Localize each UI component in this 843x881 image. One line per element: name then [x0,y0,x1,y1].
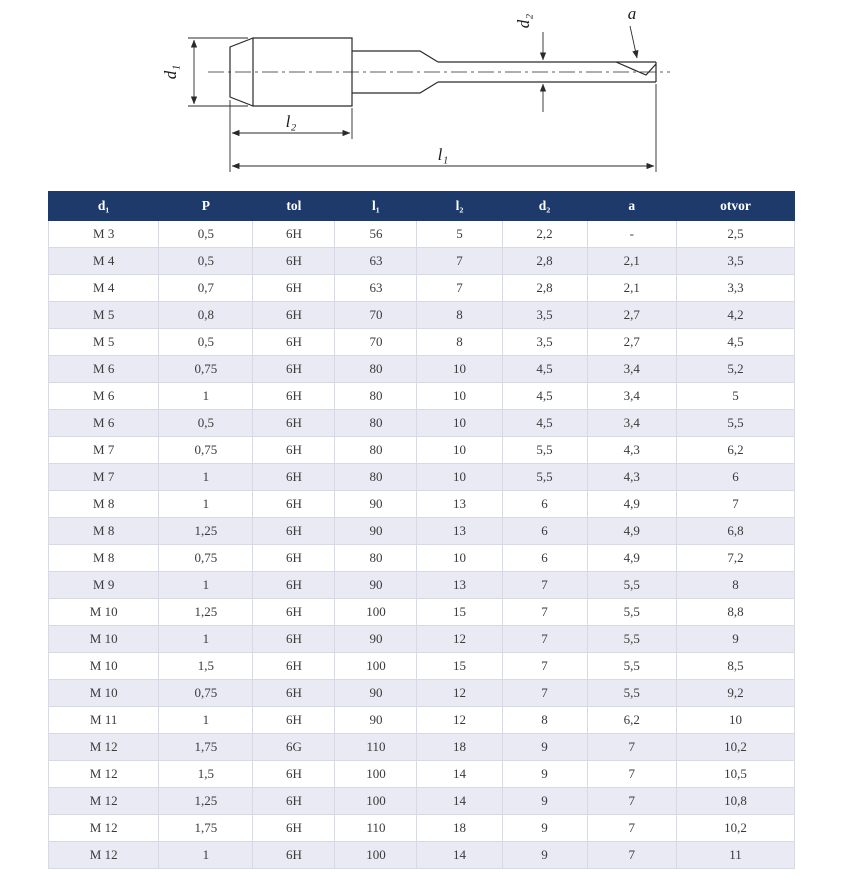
table-cell: 4,3 [587,437,677,464]
table-cell: 5 [677,383,795,410]
table-cell: 14 [417,761,502,788]
table-row [49,788,795,815]
table-cell: 14 [417,842,502,869]
table-cell: 1,5 [159,653,253,680]
table-cell: M 7 [49,464,159,491]
table-cell: 3,4 [587,410,677,437]
table-cell: 2,7 [587,329,677,356]
table-row [49,842,795,869]
table-cell: 9 [677,626,795,653]
table-cell: 4,9 [587,518,677,545]
table-cell: 0,8 [159,302,253,329]
table-cell: 10 [417,410,502,437]
table-row [49,275,795,302]
table-cell: 7 [502,653,587,680]
table-cell: 80 [335,545,417,572]
table-row [49,356,795,383]
table-cell: 1,25 [159,518,253,545]
table-cell: 8,5 [677,653,795,680]
table-cell: 6H [253,572,335,599]
table-row [49,653,795,680]
table-cell: 6H [253,275,335,302]
table-cell: 3,5 [502,302,587,329]
table-row [49,680,795,707]
dim-label-a: a [627,4,637,23]
table-cell: 6H [253,302,335,329]
table-cell: 7 [677,491,795,518]
table-cell: 80 [335,383,417,410]
table-cell: 2,8 [502,248,587,275]
table-cell: 10 [417,464,502,491]
column-header: otvor [677,192,795,221]
table-cell: 3,5 [677,248,795,275]
table-cell: M 11 [49,707,159,734]
table-cell: 90 [335,680,417,707]
table-cell: 6H [253,248,335,275]
table-cell: 80 [335,410,417,437]
table-cell: 4,2 [677,302,795,329]
table-cell: 63 [335,275,417,302]
table-cell: 1 [159,842,253,869]
table-cell: M 9 [49,572,159,599]
table-cell: 14 [417,788,502,815]
table-cell: 100 [335,761,417,788]
table-cell: 4,3 [587,464,677,491]
table-cell: M 6 [49,383,159,410]
table-cell: 12 [417,680,502,707]
table-cell: 1 [159,707,253,734]
table-cell: 4,5 [502,410,587,437]
table-cell: 70 [335,329,417,356]
tap-technical-drawing [0,0,843,186]
table-row [49,545,795,572]
table-cell: M 10 [49,599,159,626]
table-cell: M 5 [49,329,159,356]
table-cell: 13 [417,518,502,545]
column-header: tol [253,192,335,221]
table-cell: 5,5 [587,680,677,707]
table-cell: 15 [417,653,502,680]
dim-label-d2: d₂ [514,13,533,29]
table-cell: 2,1 [587,275,677,302]
table-cell: 70 [335,302,417,329]
column-header: d₁ [49,192,159,221]
table-row [49,248,795,275]
table-cell: 6H [253,437,335,464]
table-cell: M 5 [49,302,159,329]
table-cell: 7 [587,761,677,788]
table-cell: 5,5 [587,599,677,626]
table-cell: 7 [417,248,502,275]
table-cell: M 8 [49,491,159,518]
table-cell: 1 [159,626,253,653]
table-cell: 7 [502,626,587,653]
table-cell: 10,5 [677,761,795,788]
table-cell: 0,5 [159,410,253,437]
table-cell: 18 [417,815,502,842]
dim-label-l1: l₁ [437,145,449,164]
table-cell: 6 [502,545,587,572]
table-row [49,815,795,842]
table-cell: 6H [253,842,335,869]
table-cell: 8,8 [677,599,795,626]
table-cell: 7 [587,788,677,815]
table-cell: 56 [335,221,417,248]
table-cell: 100 [335,653,417,680]
table-cell: 6H [253,788,335,815]
table-cell: 12 [417,626,502,653]
table-cell: 6G [253,734,335,761]
table-cell: 6,2 [677,437,795,464]
table-cell: 5,5 [587,572,677,599]
column-header: a [587,192,677,221]
table-cell: 100 [335,842,417,869]
table-row [49,707,795,734]
table-cell: 3,5 [502,329,587,356]
table-cell: 6H [253,518,335,545]
table-cell: 1,75 [159,815,253,842]
table-cell: 90 [335,518,417,545]
table-cell: M 10 [49,680,159,707]
table-cell: 11 [677,842,795,869]
table-cell: 4,5 [502,383,587,410]
table-cell: 7 [587,842,677,869]
table-cell: 63 [335,248,417,275]
column-header: l₂ [417,192,502,221]
table-cell: M 3 [49,221,159,248]
table-cell: 0,5 [159,248,253,275]
table-cell: 100 [335,599,417,626]
table-row [49,761,795,788]
table-cell: 6H [253,464,335,491]
table-cell: 6 [677,464,795,491]
table-cell: 7 [502,680,587,707]
table-cell: 8 [677,572,795,599]
table-cell: 5,5 [587,626,677,653]
table-cell: M 6 [49,356,159,383]
table-cell: 6 [502,491,587,518]
table-cell: 6H [253,761,335,788]
table-cell: 6H [253,491,335,518]
table-row [49,464,795,491]
table-row [49,491,795,518]
table-cell: 1,25 [159,788,253,815]
table-cell: M 4 [49,275,159,302]
table-row [49,410,795,437]
table-cell: M 7 [49,437,159,464]
table-row [49,518,795,545]
table-cell: 90 [335,491,417,518]
table-cell: 5,5 [502,437,587,464]
table-cell: 0,75 [159,437,253,464]
table-cell: 2,2 [502,221,587,248]
column-header: l₁ [335,192,417,221]
a-leader-line [630,26,637,58]
table-cell: 10 [417,356,502,383]
spec-table-head [49,192,795,221]
table-cell: M 10 [49,626,159,653]
table-cell: 7 [417,275,502,302]
table-cell: M 12 [49,734,159,761]
table-cell: 0,7 [159,275,253,302]
column-header: P [159,192,253,221]
table-cell: 6H [253,707,335,734]
table-cell: 6H [253,329,335,356]
table-cell: 6,8 [677,518,795,545]
table-cell: 1 [159,383,253,410]
tap-neck-top [352,51,438,62]
table-cell: 1 [159,464,253,491]
table-cell: M 12 [49,788,159,815]
table-cell: 9 [502,842,587,869]
table-cell: 7 [587,734,677,761]
table-cell: 6H [253,221,335,248]
dim-label-l2: l₂ [285,112,297,131]
table-row [49,437,795,464]
table-cell: M 6 [49,410,159,437]
table-cell: 9 [502,734,587,761]
table-cell: 8 [502,707,587,734]
table-cell: 0,75 [159,680,253,707]
table-cell: 10 [677,707,795,734]
table-cell: 7,2 [677,545,795,572]
table-cell: 13 [417,491,502,518]
table-cell: 9 [502,815,587,842]
table-cell: M 10 [49,653,159,680]
tap-neck-bottom [352,82,438,93]
table-cell: 4,9 [587,545,677,572]
table-cell: 110 [335,815,417,842]
table-cell: 5,2 [677,356,795,383]
tap-drawing-svg [0,0,843,186]
table-cell: 6H [253,599,335,626]
table-row [49,599,795,626]
table-cell: 10 [417,383,502,410]
spec-table-head-row [49,192,795,221]
table-cell: 10 [417,437,502,464]
table-cell: 0,75 [159,545,253,572]
table-cell: 5,5 [677,410,795,437]
table-cell: 6H [253,653,335,680]
table-cell: M 8 [49,545,159,572]
table-cell: 6H [253,383,335,410]
table-cell: 1,25 [159,599,253,626]
table-cell: 10 [417,545,502,572]
table-cell: 1,75 [159,734,253,761]
table-cell: 3,4 [587,383,677,410]
table-cell: 5 [417,221,502,248]
table-row [49,383,795,410]
table-cell: 90 [335,626,417,653]
table-cell: 4,5 [677,329,795,356]
table-cell: M 12 [49,815,159,842]
table-cell: 6H [253,356,335,383]
table-cell: 8 [417,302,502,329]
table-cell: 80 [335,464,417,491]
table-cell: 7 [502,599,587,626]
table-cell: 4,5 [502,356,587,383]
table-cell: 90 [335,707,417,734]
table-cell: 2,7 [587,302,677,329]
table-cell: 1 [159,491,253,518]
table-cell: 18 [417,734,502,761]
tap-spec-table [48,191,795,869]
table-cell: 3,4 [587,356,677,383]
table-cell: 9,2 [677,680,795,707]
table-cell: 100 [335,788,417,815]
table-cell: 2,1 [587,248,677,275]
dim-label-d1: d₁ [161,64,180,80]
table-cell: 5,5 [587,653,677,680]
table-cell: 6,2 [587,707,677,734]
table-cell: 80 [335,356,417,383]
table-cell: M 12 [49,761,159,788]
table-cell: M 8 [49,518,159,545]
table-cell: 2,5 [677,221,795,248]
table-cell: 15 [417,599,502,626]
column-header: d₂ [502,192,587,221]
table-cell: 0,75 [159,356,253,383]
table-cell: 6H [253,410,335,437]
table-cell: 7 [587,815,677,842]
table-row [49,329,795,356]
table-cell: 8 [417,329,502,356]
table-cell: 3,3 [677,275,795,302]
spec-table-body [49,221,795,869]
table-cell: - [587,221,677,248]
table-cell: 6 [502,518,587,545]
table-cell: 1 [159,572,253,599]
table-cell: 6H [253,626,335,653]
table-cell: 6H [253,680,335,707]
table-row [49,221,795,248]
table-row [49,302,795,329]
table-cell: 80 [335,437,417,464]
table-cell: 1,5 [159,761,253,788]
table-cell: 110 [335,734,417,761]
tap-square-notch [616,62,656,75]
table-cell: 12 [417,707,502,734]
table-row [49,734,795,761]
table-cell: 9 [502,788,587,815]
table-cell: 2,8 [502,275,587,302]
table-cell: 10,2 [677,815,795,842]
table-cell: 4,9 [587,491,677,518]
table-cell: 13 [417,572,502,599]
table-cell: 6H [253,815,335,842]
table-cell: 0,5 [159,221,253,248]
table-cell: 6H [253,545,335,572]
table-cell: 10,2 [677,734,795,761]
table-cell: M 4 [49,248,159,275]
table-cell: 5,5 [502,464,587,491]
table-cell: 10,8 [677,788,795,815]
table-cell: 9 [502,761,587,788]
table-row [49,626,795,653]
table-row [49,572,795,599]
table-cell: 90 [335,572,417,599]
table-cell: M 12 [49,842,159,869]
table-cell: 7 [502,572,587,599]
table-cell: 0,5 [159,329,253,356]
